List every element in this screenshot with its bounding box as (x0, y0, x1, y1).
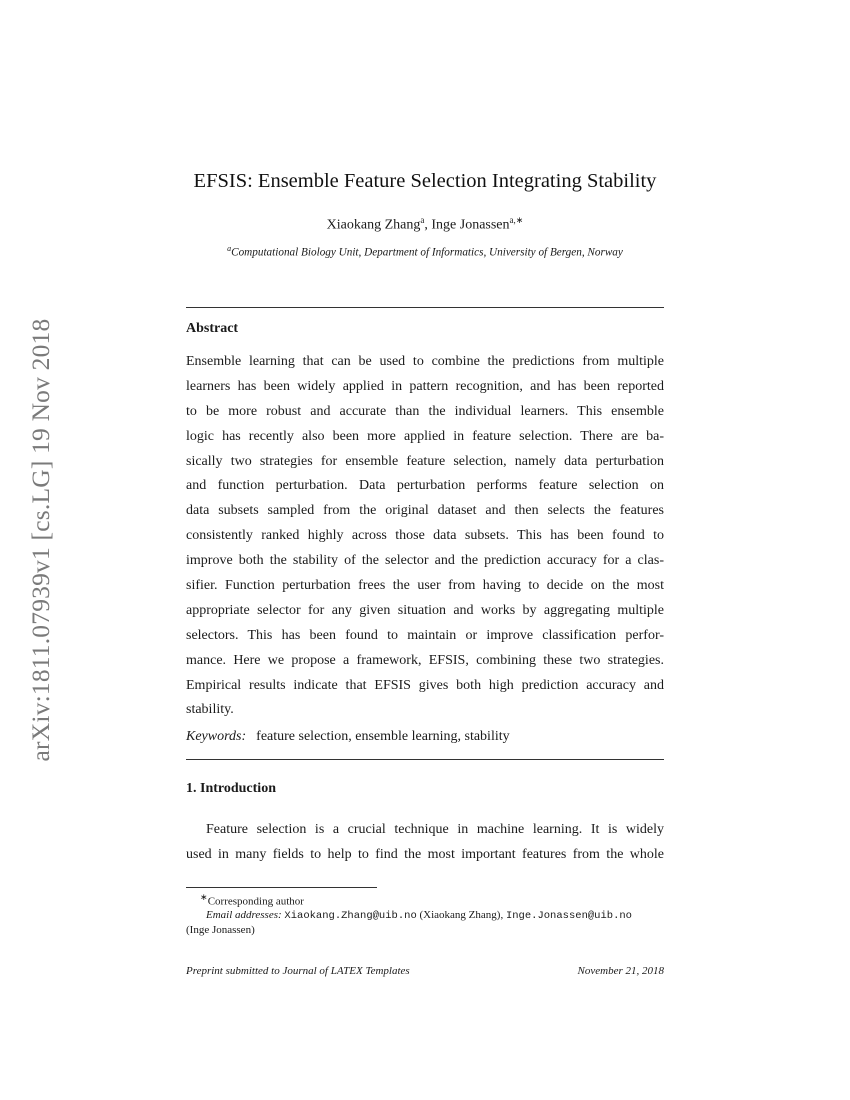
abstract-line: to be more robust and accurate than the individual learners. This ensemble (186, 403, 664, 419)
abstract-line: improve both the stability of the selector and the prediction accuracy for a clas- (186, 553, 664, 569)
date: November 21, 2018 (577, 965, 664, 977)
keywords (186, 729, 510, 745)
email-owner: (Xiaokang Zhang), (419, 909, 504, 922)
footnote-marker: ∗ (200, 892, 208, 902)
corresponding-text: Corresponding author (207, 895, 304, 908)
abstract-line: and function perturbation. Data perturbation performs feature selection on (186, 478, 664, 494)
paragraph-line: Feature selection is a crucial technique in machine learning. It is widely (206, 822, 664, 837)
abstract-line: sifier. Function perturbation frees the user from having to decide on the most (186, 578, 664, 594)
abstract-line: learners has been widely applied in pattern recognition, and has been reported (186, 378, 664, 394)
affiliation (0, 244, 850, 259)
author-name: Inge Jonassen (431, 217, 510, 233)
affiliation-text: Computational Biology Unit, Department of Informatics, University of Bergen, Norway (231, 246, 623, 259)
affiliation-marker: a (420, 215, 425, 225)
author-list (0, 215, 850, 234)
abstract-top-rule (186, 307, 664, 308)
corresponding-author-note (186, 891, 664, 909)
keywords-text: feature selection, ensemble learning, stability (256, 729, 510, 744)
abstract-heading: Abstract (186, 321, 239, 336)
abstract-line: sically two strategies for ensemble feature selection, namely data perturbation (186, 453, 664, 469)
introduction-body (186, 817, 664, 867)
email-link[interactable]: Inge.Jonassen@uib.no (505, 910, 632, 923)
email-owner: (Inge Jonassen) (186, 923, 255, 936)
abstract-line: consistently ranked highly across those data subsets. This has been found to (186, 528, 664, 544)
abstract-line: selectors. This has been found to maintain or improve classification perfor- (186, 627, 664, 643)
abstract-body (186, 350, 664, 723)
abstract-line: appropriate selector for any given situation and works by aggregating multiple (186, 602, 664, 618)
author-name: Xiaokang Zhang (326, 217, 421, 233)
section-heading: 1. Introduction (186, 781, 276, 796)
paper-title: EFSIS: Ensemble Feature Selection Integrating Stability (193, 170, 657, 192)
abstract-line: logic has recently also been more applied in feature selection. There are ba- (186, 428, 664, 444)
abstract-line: Ensemble learning that can be used to combine the predictions from multiple (186, 354, 664, 369)
abstract-line: data subsets sampled from the original dataset and then selects the features (186, 503, 664, 519)
email-link[interactable]: Xiaokang.Zhang@uib.no (284, 910, 417, 923)
abstract-bottom-rule (186, 759, 664, 760)
arxiv-stamp: arXiv:1811.07939v1 [cs.LG] 19 Nov 2018 (26, 318, 55, 762)
keywords-label: Keywords: (186, 729, 247, 744)
footnote-rule (186, 887, 377, 888)
preprint-note: Preprint submitted to Journal of LATEX Templates (186, 965, 410, 977)
footnote (186, 891, 664, 937)
affiliation-marker: a,∗ (509, 215, 524, 225)
email-label: Email addresses: (206, 909, 282, 922)
email-addresses (186, 909, 664, 924)
abstract-line: Empirical results indicate that EFSIS gives both high prediction accuracy and (186, 677, 664, 693)
paragraph-line: used in many fields to help to find the most important features from the whole (186, 847, 664, 862)
abstract-line: stability. (186, 702, 234, 718)
affiliation-marker: a (227, 244, 232, 253)
author-separator: , (424, 217, 432, 233)
abstract-line: mance. Here we propose a framework, EFSIS, combining these two strategies. (186, 652, 664, 668)
